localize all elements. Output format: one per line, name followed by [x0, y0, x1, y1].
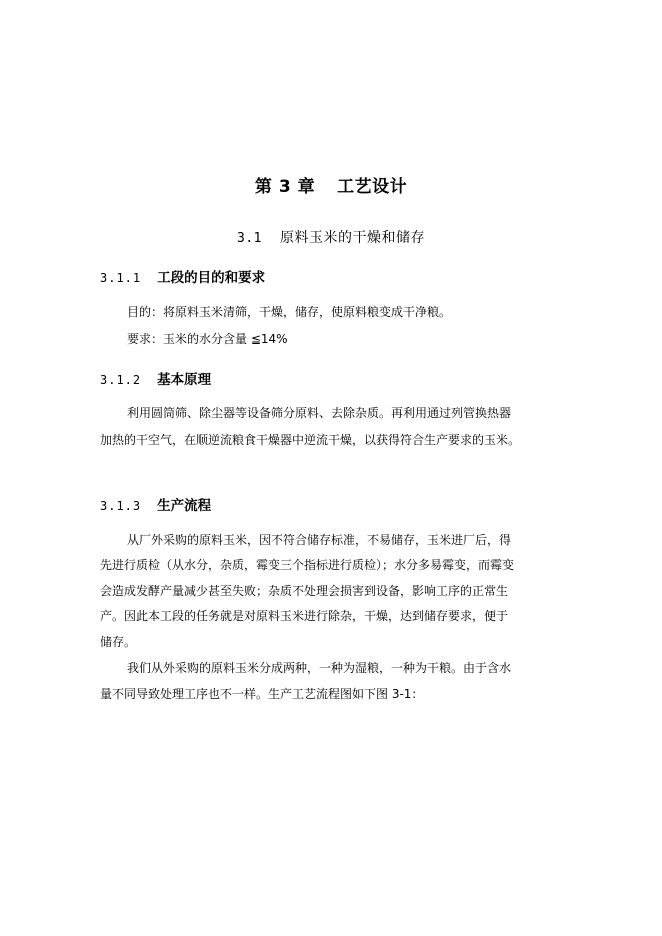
paragraph-line: 储存。 [100, 635, 137, 649]
paragraph-line: 我们从外采购的原料玉米分成两种，一种为湿粮，一种为干粮。由于含水 [127, 661, 512, 675]
section-name: 原料玉米的干燥和储存 [279, 230, 425, 246]
paragraph-line: 产。因此本工段的任务就是对原料玉米进行除杂，干燥，达到储存要求，便于 [100, 609, 509, 623]
paragraph-line: 量不同导致处理工序也不一样。生产工艺流程图如下图 3-1： [100, 687, 424, 701]
paragraph-line: 利用圆筒筛、除尘器等设备筛分原料、去除杂质。再利用通过列管换热器 [127, 406, 512, 420]
subsection-title: 基本原理 [157, 372, 212, 388]
chapter-title [0, 172, 662, 197]
paragraph-line: 目的：将原料玉米清筛，干燥，储存，使原料粮变成干净粮。 [127, 305, 452, 319]
subsection-title: 工段的目的和要求 [157, 270, 266, 286]
section-number: 3.1 [237, 231, 262, 246]
subsection-number: 3.1.2 [100, 373, 142, 387]
paragraph-line: 先进行质检（从水分，杂质，霉变三个指标进行质检）；水分多易霉变，而霉变 [100, 558, 515, 572]
subsection-heading-3-1-1 [100, 266, 265, 286]
paragraph-line: 加热的干空气，在顺逆流粮食干燥器中逆流干燥，以获得符合生产要求的玉米。 [100, 433, 521, 447]
subsection-heading-3-1-2 [100, 368, 211, 388]
chapter-name: 工艺设计 [337, 177, 408, 197]
paragraph-line: 从厂外采购的原料玉米，因不符合储存标准，不易储存，玉米进厂后，得 [127, 533, 512, 547]
subsection-number: 3.1.1 [100, 271, 142, 285]
subsection-number: 3.1.3 [100, 499, 142, 513]
paragraph-line: 要求：玉米的水分含量 ≦14% [127, 332, 288, 346]
paragraph-line: 会造成发酵产量减少甚至失败；杂质不处理会损害到设备，影响工序的正常生 [100, 584, 509, 598]
chapter-number: 第 3 章 [254, 177, 316, 197]
subsection-heading-3-1-3 [100, 494, 211, 514]
section-title [0, 227, 662, 247]
subsection-title: 生产流程 [157, 498, 212, 514]
